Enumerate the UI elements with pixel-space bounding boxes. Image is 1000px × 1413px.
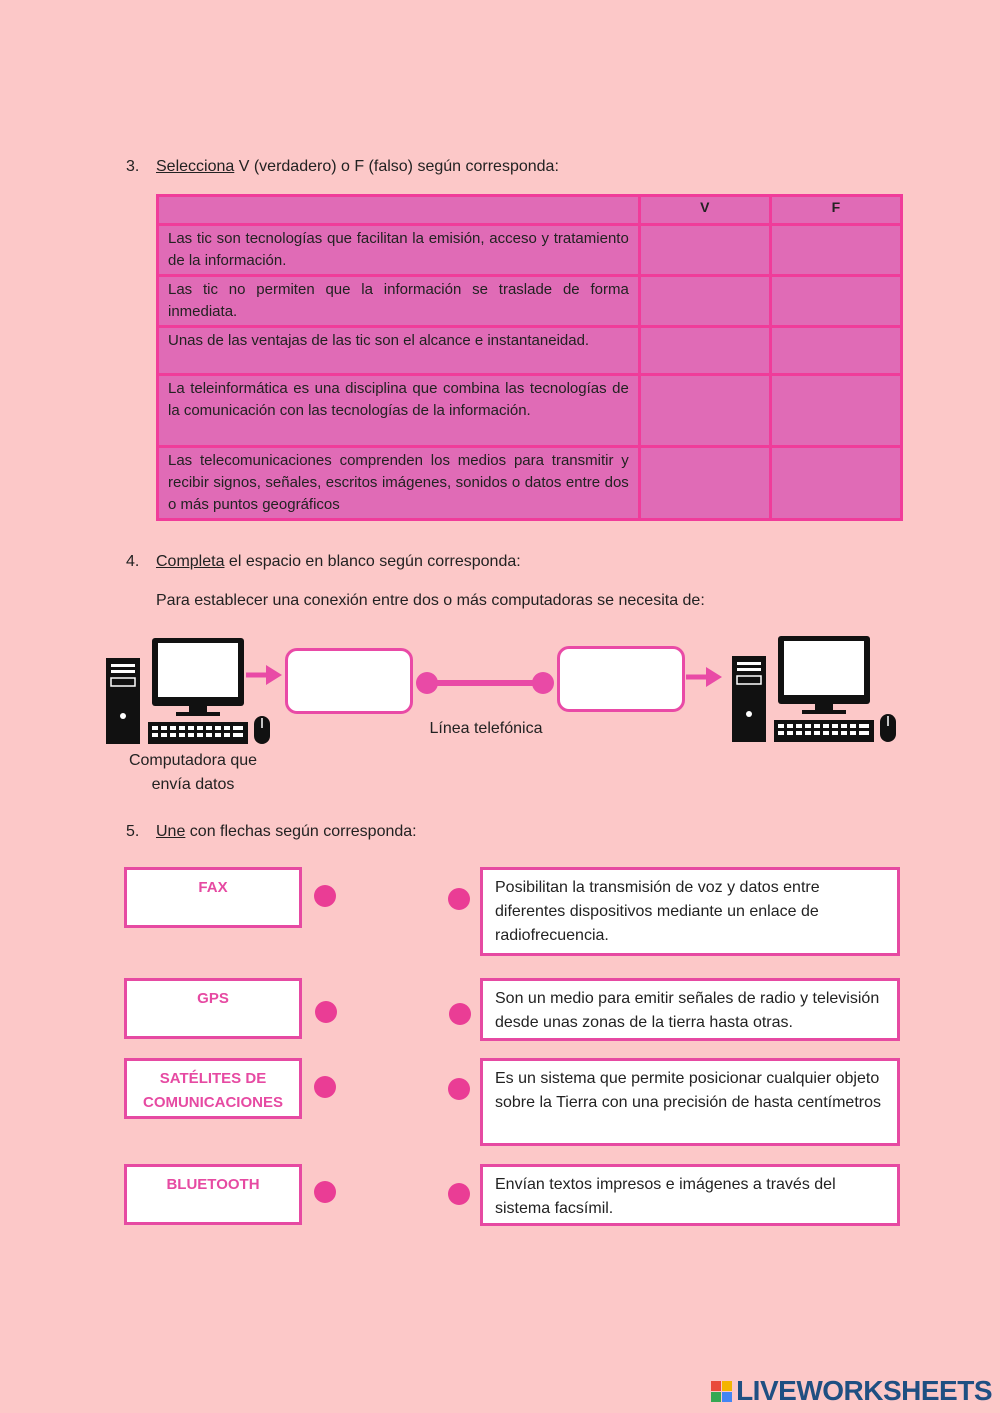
match-right-dot[interactable] <box>449 1003 471 1025</box>
q3-number: 3. <box>126 158 140 175</box>
answer-v-cell[interactable] <box>639 327 770 375</box>
table-row <box>158 327 902 375</box>
q5-number: 5. <box>126 823 140 840</box>
q3-verb: Selecciona <box>156 158 235 175</box>
q4-heading <box>126 553 521 571</box>
blank-box-1[interactable] <box>285 648 413 714</box>
statement: La teleinformática es una disciplina que combina las tecnologías de la comunicación con las tecnologías de la información. <box>158 375 640 447</box>
sender-label: Computadora que envía datos <box>128 752 258 793</box>
statement: Las tic son tecnologías que facilitan la emisión, acceso y tratamiento de la información. <box>158 225 640 276</box>
match-left-item: GPS <box>124 978 302 1039</box>
match-right-item: Posibilitan la transmisión de voz y datos entre diferentes dispositivos mediante un enlace de radiofrecuencia. <box>480 867 900 956</box>
match-left-dot[interactable] <box>314 1076 336 1098</box>
match-left-dot[interactable] <box>315 1001 337 1023</box>
match-left-item: BLUETOOTH <box>124 1164 302 1225</box>
q4-number: 4. <box>126 553 140 570</box>
match-left-dot[interactable] <box>314 1181 336 1203</box>
match-right-item: Son un medio para emitir señales de radio y televisión desde unas zonas de la tierra hasta otras. <box>480 978 900 1041</box>
answer-f-cell[interactable] <box>770 327 901 375</box>
true-false-table <box>156 194 903 521</box>
answer-f-cell[interactable] <box>770 375 901 447</box>
table-header-row <box>158 196 902 225</box>
arrow-right-icon <box>684 662 724 692</box>
answer-v-cell[interactable] <box>639 375 770 447</box>
statement: Las telecomunicaciones comprenden los medios para transmitir y recibir signos, señales, escritos imágenes, sonidos o datos entre dos o más puntos geográficos <box>158 447 640 520</box>
header-f: F <box>770 196 901 225</box>
answer-v-cell[interactable] <box>639 225 770 276</box>
logo-text: LIVEWORKSHEETS <box>736 1375 992 1406</box>
header-v: V <box>639 196 770 225</box>
match-left-item: SATÉLITES DE COMUNICACIONES <box>124 1058 302 1119</box>
statement: Unas de las ventajas de las tic son el alcance e instantaneidad. <box>158 327 640 375</box>
table-row <box>158 375 902 447</box>
answer-f-cell[interactable] <box>770 276 901 327</box>
phone-line-connector <box>414 670 556 696</box>
table-row <box>158 276 902 327</box>
logo-mark-icon <box>711 1381 732 1402</box>
statement: Las tic no permiten que la información se traslade de forma inmediata. <box>158 276 640 327</box>
answer-v-cell[interactable] <box>639 276 770 327</box>
answer-f-cell[interactable] <box>770 225 901 276</box>
q4-subtitle: Para establecer una conexión entre dos o más computadoras se necesita de: <box>156 592 705 609</box>
q4-instruction: el espacio en blanco según corresponda: <box>224 553 521 570</box>
match-right-dot[interactable] <box>448 888 470 910</box>
computer-left-icon <box>104 636 274 746</box>
match-right-dot[interactable] <box>448 1183 470 1205</box>
blank-box-2[interactable] <box>557 646 685 712</box>
computer-right-icon <box>730 634 900 744</box>
liveworksheets-logo <box>711 1375 992 1407</box>
match-right-item: Envían textos impresos e imágenes a través del sistema facsímil. <box>480 1164 900 1226</box>
match-right-dot[interactable] <box>448 1078 470 1100</box>
q5-heading <box>126 823 417 841</box>
table-row <box>158 225 902 276</box>
q4-verb: Completa <box>156 553 225 570</box>
table-row <box>158 447 902 520</box>
line-label: Línea telefónica <box>429 720 543 737</box>
header-blank <box>158 196 640 225</box>
answer-f-cell[interactable] <box>770 447 901 520</box>
q5-instruction: con flechas según corresponda: <box>185 823 417 840</box>
match-right-item: Es un sistema que permite posicionar cualquier objeto sobre la Tierra con una precisión de hasta centímetros <box>480 1058 900 1146</box>
q5-verb: Une <box>156 823 186 840</box>
match-left-item: FAX <box>124 867 302 928</box>
answer-v-cell[interactable] <box>639 447 770 520</box>
q3-instruction: V (verdadero) o F (falso) según corresponda: <box>234 158 559 175</box>
arrow-right-icon <box>244 660 284 690</box>
match-left-dot[interactable] <box>314 885 336 907</box>
q3-heading <box>126 158 559 176</box>
